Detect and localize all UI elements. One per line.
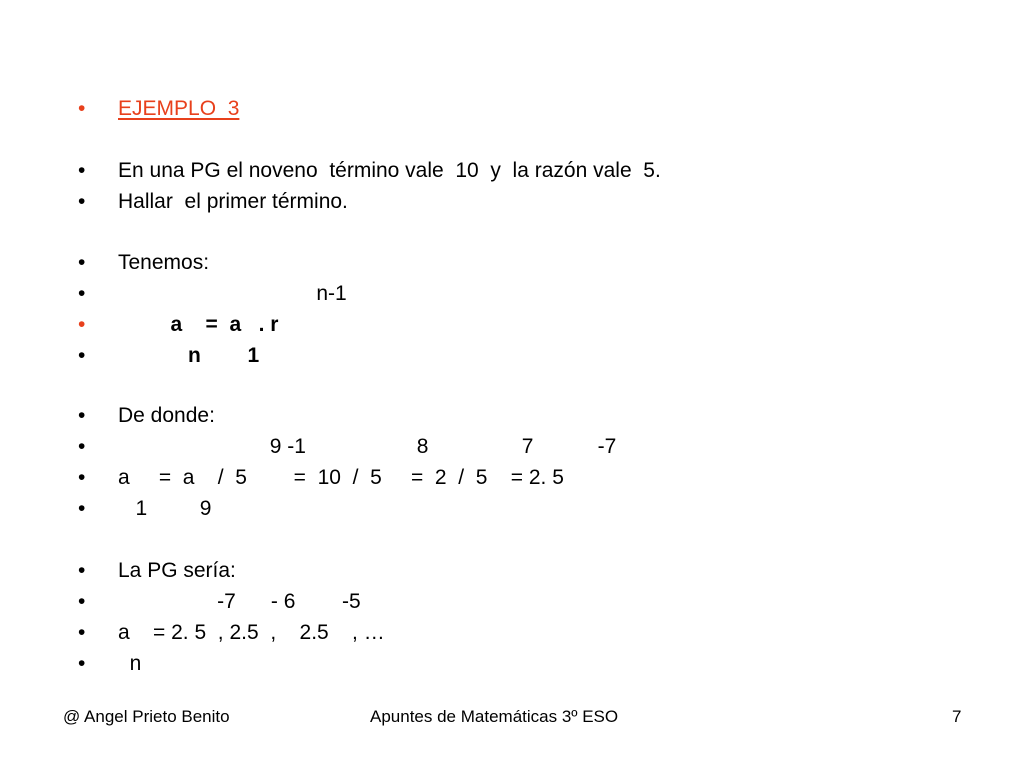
example-title: EJEMPLO 3 <box>118 97 240 120</box>
formula-subscript-line <box>78 340 260 372</box>
calc-exponents: 9 -1 8 7 -7 <box>118 435 617 458</box>
task-text: Hallar el primer término. <box>118 190 348 213</box>
tenemos-line <box>78 247 210 279</box>
bullet: • <box>78 652 86 675</box>
footer-author: @ Angel Prieto Benito <box>63 707 230 726</box>
calc-subscripts: 1 9 <box>118 497 212 520</box>
bullet: • <box>78 497 86 520</box>
de-donde-line <box>78 400 215 432</box>
pg-main-line <box>78 617 385 649</box>
calc-main-line <box>78 462 564 494</box>
problem-statement: En una PG el noveno término vale 10 y la razón vale 5. <box>118 159 661 182</box>
de-donde-label: De donde: <box>118 404 215 427</box>
formula-exponent-line <box>78 278 347 310</box>
calc-main: a = a / 5 = 10 / 5 = 2 / 5 = 2. 5 <box>118 466 564 489</box>
task-line <box>78 186 348 218</box>
problem-statement-line <box>78 155 661 187</box>
pg-label-line <box>78 555 236 587</box>
bullet: • <box>78 590 86 613</box>
bullet: • <box>78 313 86 336</box>
formula-main-line <box>78 309 279 341</box>
pg-sequence: a = 2. 5 , 2.5 , 2.5 , … <box>118 621 385 644</box>
calc-exponent-line <box>78 431 617 463</box>
footer-course: Apuntes de Matemáticas 3º ESO <box>370 707 619 726</box>
bullet: • <box>78 97 86 120</box>
bullet: • <box>78 282 86 305</box>
bullet: • <box>78 190 86 213</box>
pg-exponent-line <box>78 586 361 618</box>
bullet: • <box>78 159 86 182</box>
pg-subscript-line <box>78 648 142 680</box>
example-title-line <box>78 93 240 125</box>
pg-subscript: n <box>118 652 142 675</box>
bullet: • <box>78 621 86 644</box>
footer-page-number: 7 <box>952 707 962 726</box>
bullet: • <box>78 435 86 458</box>
bullet: • <box>78 251 86 274</box>
calc-subscript-line <box>78 493 212 525</box>
bullet: • <box>78 559 86 582</box>
bullet: • <box>78 466 86 489</box>
bullet: • <box>78 404 86 427</box>
formula-exponent: n-1 <box>118 282 347 305</box>
bullet: • <box>78 344 86 367</box>
tenemos-label: Tenemos: <box>118 251 210 274</box>
formula-subscript: n 1 <box>118 344 260 367</box>
pg-label: La PG sería: <box>118 559 236 582</box>
formula-main: a = a . r <box>118 313 279 336</box>
pg-exponents: -7 - 6 -5 <box>118 590 361 613</box>
